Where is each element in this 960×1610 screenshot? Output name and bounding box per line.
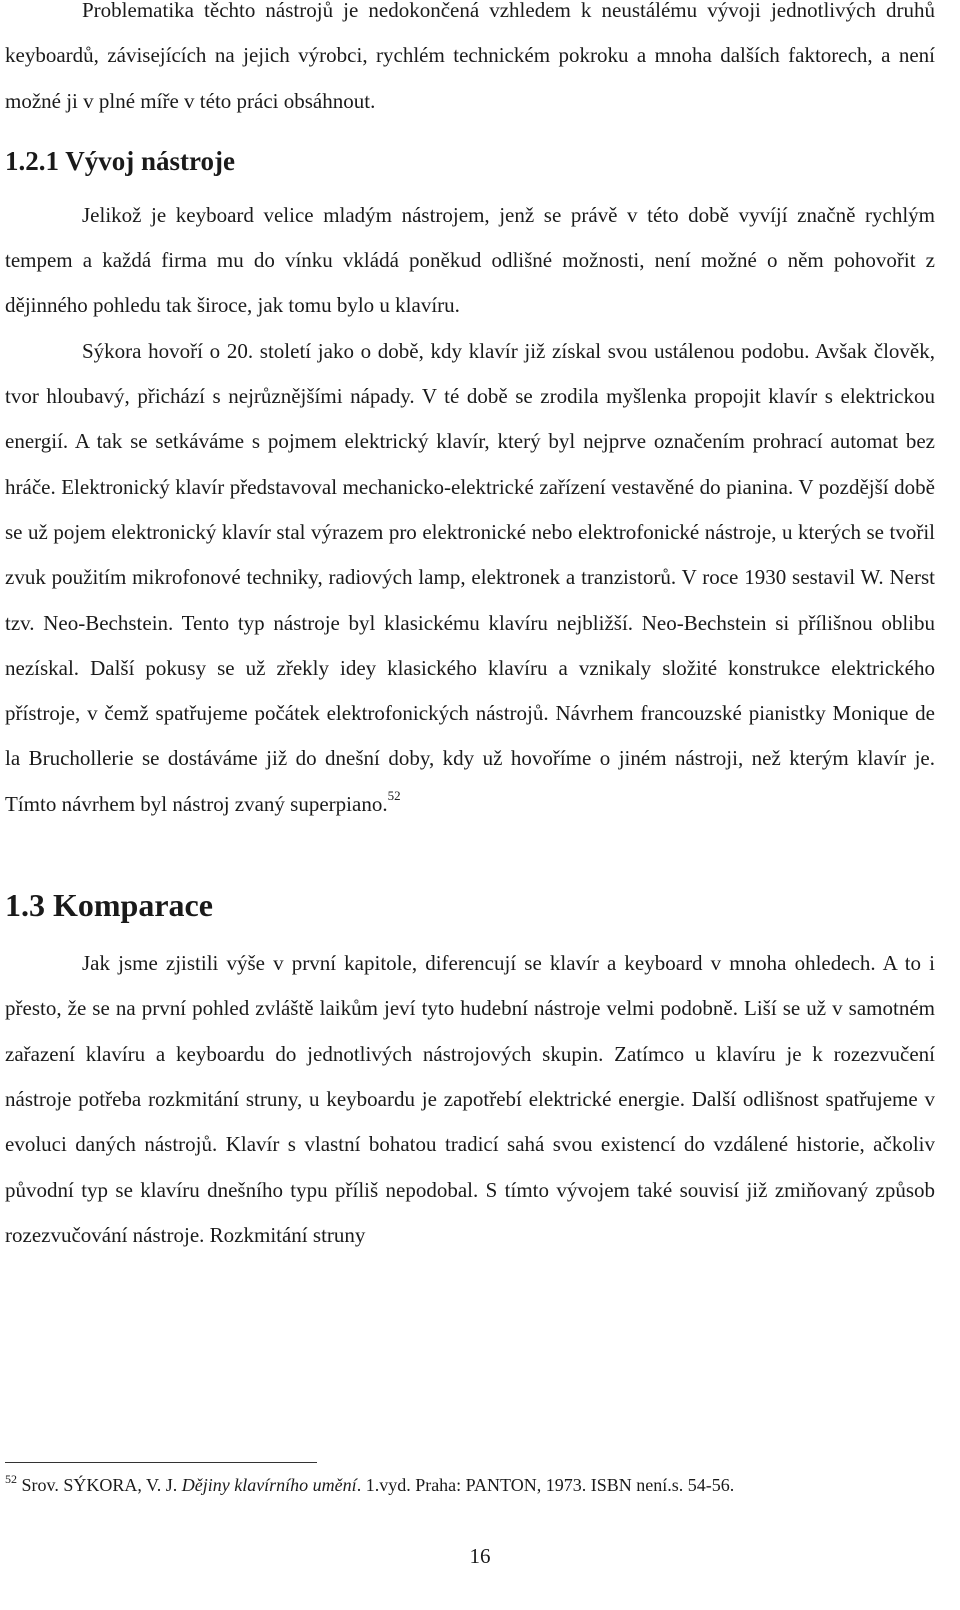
document-page	[5, 0, 935, 1258]
section-heading-1-3: 1.3 Komparace	[5, 887, 213, 924]
footnote-suffix: . 1.vyd. Praha: PANTON, 1973. ISBN není.s. 54-56.	[356, 1475, 735, 1495]
section-1-2-1-paragraph-1	[5, 193, 935, 329]
intro-paragraph-text: Problematika těchto nástrojů je nedokončená vzhledem k neustálému vývoji jednotlivých druhů keyboardů, závisejících na jejich výrobci, rychlém technickém pokroku a mnoha dalších faktorech, a není možné ji v plné míře v této práci obsáhnout.	[5, 0, 935, 113]
section-1-3-paragraph	[5, 941, 935, 1258]
intro-paragraph	[5, 0, 935, 124]
section-heading-1-2-1: 1.2.1 Vývoj nástroje	[5, 145, 235, 176]
footnote	[5, 1472, 935, 1498]
footnote-prefix: Srov. SÝKORA, V. J.	[21, 1475, 182, 1495]
footnote-reference: 52	[387, 787, 401, 803]
paragraph-text: Jelikož je keyboard velice mladým nástrojem, jenž se právě v této době vyvíjí značně rychlým tempem a každá firma mu do vínku vkládá poněkud odlišné možnosti, není možné o něm pohovořit z dějinného pohledu tak široce, jak tomu bylo u klavíru.	[5, 202, 935, 318]
page-number: 16	[469, 1544, 491, 1568]
footnote-number: 52	[5, 1472, 17, 1486]
paragraph-text: Jak jsme zjistili výše v první kapitole, diferencují se klavír a keyboard v mnoha ohledech. A to i přesto, že se na první pohled zvláště laikům jeví tyto hudební nástroje velmi podobně. Liší se už v samotném zařazení klavíru a keyboardu do jednotlivých nástrojových skupin. Zatímco u klavíru je k rozezvučení nástroje potřeba rozkmitání struny, u keyboardu je zapotřebí elektrické energie. Další odlišnost spatřujeme v evoluci daných nástrojů. Klavír s vlastní bohatou tradicí sahá svou existencí do vzdálené historie, ačkoliv původní typ se klavíru dnešního typu příliš nepodobal. S tímto vývojem také souvisí již zmiňovaný způsob rozezvučování nástroje. Rozkmitání struny	[5, 951, 935, 1247]
section-1-2-1-paragraph-2	[5, 329, 935, 827]
footnote-book-title: Dějiny klavírního umění	[181, 1475, 357, 1495]
footnote-separator	[5, 1462, 317, 1463]
paragraph-text: Sýkora hovoří o 20. století jako o době, kdy klavír již získal svou ustálenou podobu. Avšak člověk, tvor hloubavý, přichází s nejrůznějšími nápady. V té době se zrodila myšlenka propojit klavír s elektrickou energií. A tak se setkáváme s pojmem elektrický klavír, který byl nejprve označením prohrací automat bez hráče. Elektronický klavír představoval mechanicko-elektrické zařízení vestavěné do pianina. V pozdější době se už pojem elektronický klavír stal výrazem pro elektronické nebo elektrofonické nástroje, u kterých se tvořil zvuk použitím mikrofonové techniky, radiových lamp, elektronek a tranzistorů. V roce 1930 sestavil W. Nerst tzv. Neo-Bechstein. Tento typ nástroje byl klasickému klavíru nejbližší. Neo-Bechstein si přílišnou oblibu nezískal. Další pokusy se už zřekly idey klasického klavíru a vznikaly složité konstrukce elektrického přístroje, v čemž spatřujeme počátek elektrofonických nástrojů. Návrhem francouzské pianistky Monique de la Bruchollerie se dostáváme již do dnešní doby, kdy už hovoříme o jiném nástroji, než kterým klavír je. Tímto návrhem byl nástroj zvaný superpiano.	[5, 338, 935, 816]
